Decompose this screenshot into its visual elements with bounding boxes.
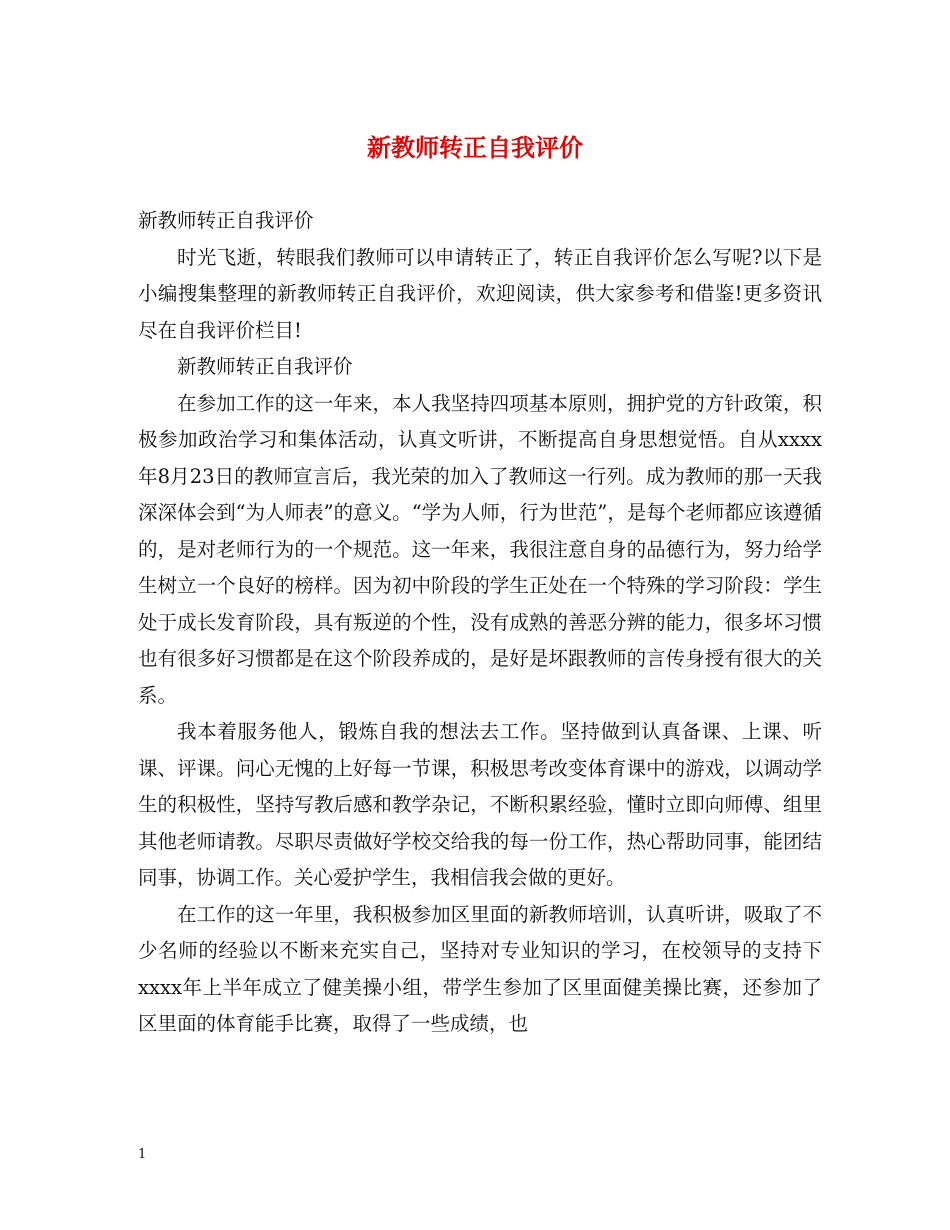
- paragraph-body-3: 在工作的这一年里，我积极参加区里面的新教师培训，认真听讲，吸取了不少名师的经验以不断来充实自己，坚持对专业知识的学习，在校领导的支持下xxxx年上半年成立了健美操小组，带学生参加了区里面健美操比赛，还参加了区里面的体育能手比赛，取得了一些成绩，也: [138, 902, 822, 1035]
- paragraph-heading: 新教师转正自我评价: [138, 209, 314, 232]
- document-body: [138, 203, 822, 1043]
- paragraph-body-2: 我本着服务他人，锻炼自我的想法去工作。坚持做到认真备课、上课、听课、评课。问心无愧的上好每一节课，积极思考改变体育课中的游戏，以调动学生的积极性，坚持写教后感和教学杂记，不断积累经验，懂时立即向师傅、组里其他老师请教。尽职尽责做好学校交给我的每一份工作，热心帮助同事，能团结同事，协调工作。关心爱护学生，我相信我会做的更好。: [138, 720, 822, 889]
- paragraph-intro: 时光飞逝，转眼我们教师可以申请转正了，转正自我评价怎么写呢?以下是小编搜集整理的新教师转正自我评价，欢迎阅读，供大家参考和借鉴!更多资讯尽在自我评价栏目!: [138, 245, 822, 342]
- document-title: 新教师转正自我评价: [367, 133, 583, 162]
- paragraph-subheading: 新教师转正自我评价: [177, 355, 353, 378]
- paragraph-body-1: 在参加工作的这一年来，本人我坚持四项基本原则，拥护党的方针政策，积极参加政治学习和集体活动，认真文听讲，不断提高自身思想觉悟。自从xxxx年8月23日的教师宣言后，我光荣的加入了教师这一行列。成为教师的那一天我深深体会到“为人师表”的意义。“学为人师，行为世范”，是每个老师都应该遵循的，是对老师行为的一个规范。这一年来，我很注意自身的品德行为，努力给学生树立一个良好的榜样。因为初中阶段的学生正处在一个特殊的学习阶段：学生处于成长发育阶段，具有叛逆的个性，没有成熟的善恶分辨的能力，很多坏习惯也有很多好习惯都是在这个阶段养成的，是好是坏跟教师的言传身授有很大的关系。: [138, 391, 822, 707]
- page-number: 1: [138, 1147, 147, 1162]
